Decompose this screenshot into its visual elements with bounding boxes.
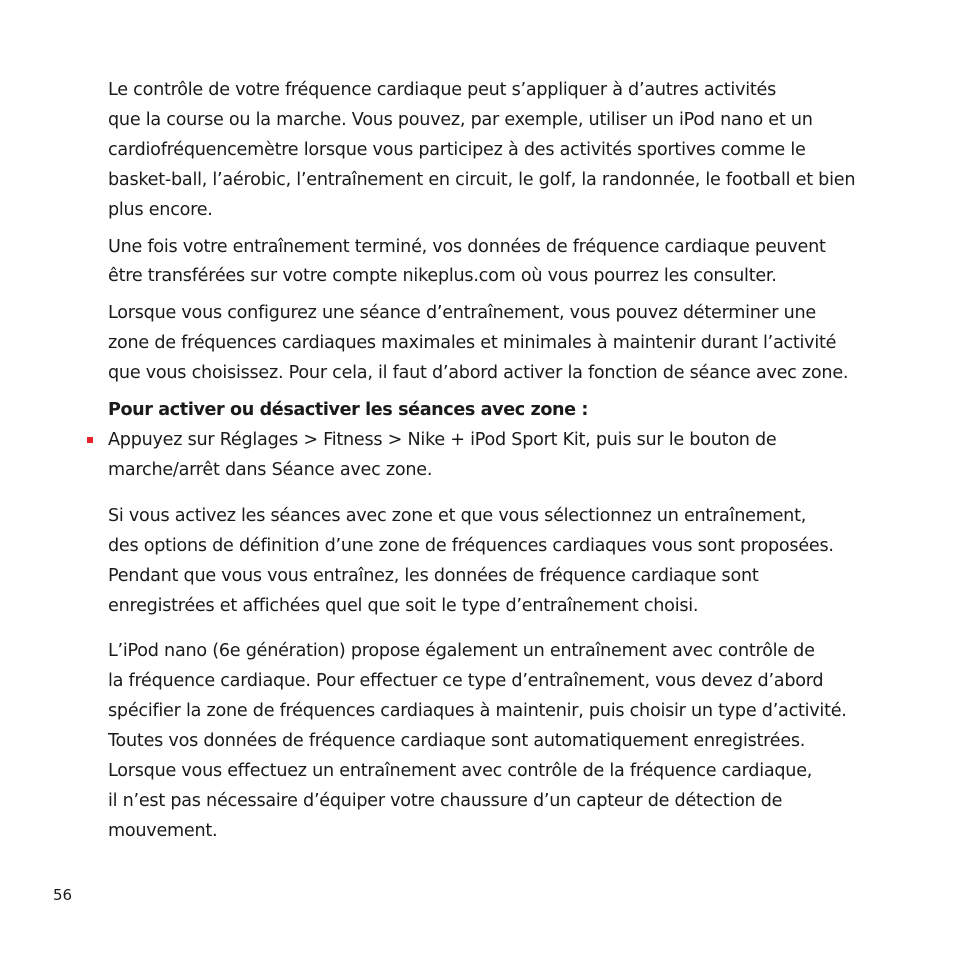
text-line: la fréquence cardiaque. Pour effectuer ce type d’entraînement, vous devez d’abord bbox=[108, 671, 824, 692]
page-number: 56 bbox=[53, 886, 73, 904]
text-line: Lorsque vous configurez une séance d’entraînement, vous pouvez déterminer une bbox=[108, 303, 816, 324]
paragraph-5 bbox=[108, 637, 847, 846]
paragraph-2 bbox=[108, 233, 838, 293]
text-line: plus encore. bbox=[108, 199, 213, 220]
text-line: être transférées sur votre compte nikeplus.com où vous pourrez les consulter. bbox=[108, 266, 777, 287]
bullet-square-icon bbox=[87, 437, 93, 443]
spacer bbox=[108, 621, 838, 637]
paragraph-4 bbox=[108, 502, 838, 622]
text-line: Le contrôle de votre fréquence cardiaque peut s’appliquer à d’autres activités bbox=[108, 80, 777, 100]
spacer bbox=[108, 389, 838, 396]
text-line: basket-ball, l’aérobic, l’entraînement en circuit, le golf, la randonnée, le football et bien bbox=[108, 169, 856, 190]
text-line: Pendant que vous vous entraînez, les données de fréquence cardiaque sont bbox=[108, 565, 759, 586]
bullet-text bbox=[108, 426, 838, 486]
spacer bbox=[108, 226, 838, 233]
bullet-item bbox=[108, 426, 838, 486]
text-line: cardiofréquencemètre lorsque vous participez à des activités sportives comme le bbox=[108, 139, 806, 160]
text-line: que vous choisissez. Pour cela, il faut d’abord activer la fonction de séance avec zone. bbox=[108, 363, 849, 384]
text-line: L’iPod nano (6e génération) propose également un entraînement avec contrôle de bbox=[108, 641, 815, 662]
page-content bbox=[108, 76, 856, 847]
paragraph-1 bbox=[108, 76, 856, 226]
section-heading: Pour activer ou désactiver les séances avec zone : bbox=[108, 400, 589, 421]
text-line: mouvement. bbox=[108, 820, 218, 841]
text-line: marche/arrêt dans Séance avec zone. bbox=[108, 459, 433, 480]
text-line: Lorsque vous effectuez un entraînement avec contrôle de la fréquence cardiaque, bbox=[108, 761, 813, 782]
text-line: Si vous activez les séances avec zone et que vous sélectionnez un entraînement, bbox=[108, 505, 807, 526]
text-line: spécifier la zone de fréquences cardiaques à maintenir, puis choisir un type d’activité. bbox=[108, 701, 847, 722]
text-line: des options de définition d’une zone de fréquences cardiaques vous sont proposées. bbox=[108, 535, 834, 556]
spacer bbox=[108, 292, 838, 299]
spacer bbox=[108, 486, 838, 502]
text-line: Appuyez sur Réglages > Fitness > Nike + iPod Sport Kit, puis sur le bouton de bbox=[108, 429, 777, 450]
text-line: que la course ou la marche. Vous pouvez, par exemple, utiliser un iPod nano et un bbox=[108, 109, 813, 130]
text-line: Toutes vos données de fréquence cardiaque sont automatiquement enregistrées. bbox=[108, 731, 806, 752]
paragraph-3 bbox=[108, 299, 849, 389]
text-line: il n’est pas nécessaire d’équiper votre chaussure d’un capteur de détection de bbox=[108, 790, 783, 811]
text-line: Une fois votre entraînement terminé, vos données de fréquence cardiaque peuvent bbox=[108, 236, 826, 257]
text-line: enregistrées et affichées quel que soit le type d’entraînement choisi. bbox=[108, 595, 699, 616]
text-line: zone de fréquences cardiaques maximales et minimales à maintenir durant l’activité bbox=[108, 333, 837, 354]
